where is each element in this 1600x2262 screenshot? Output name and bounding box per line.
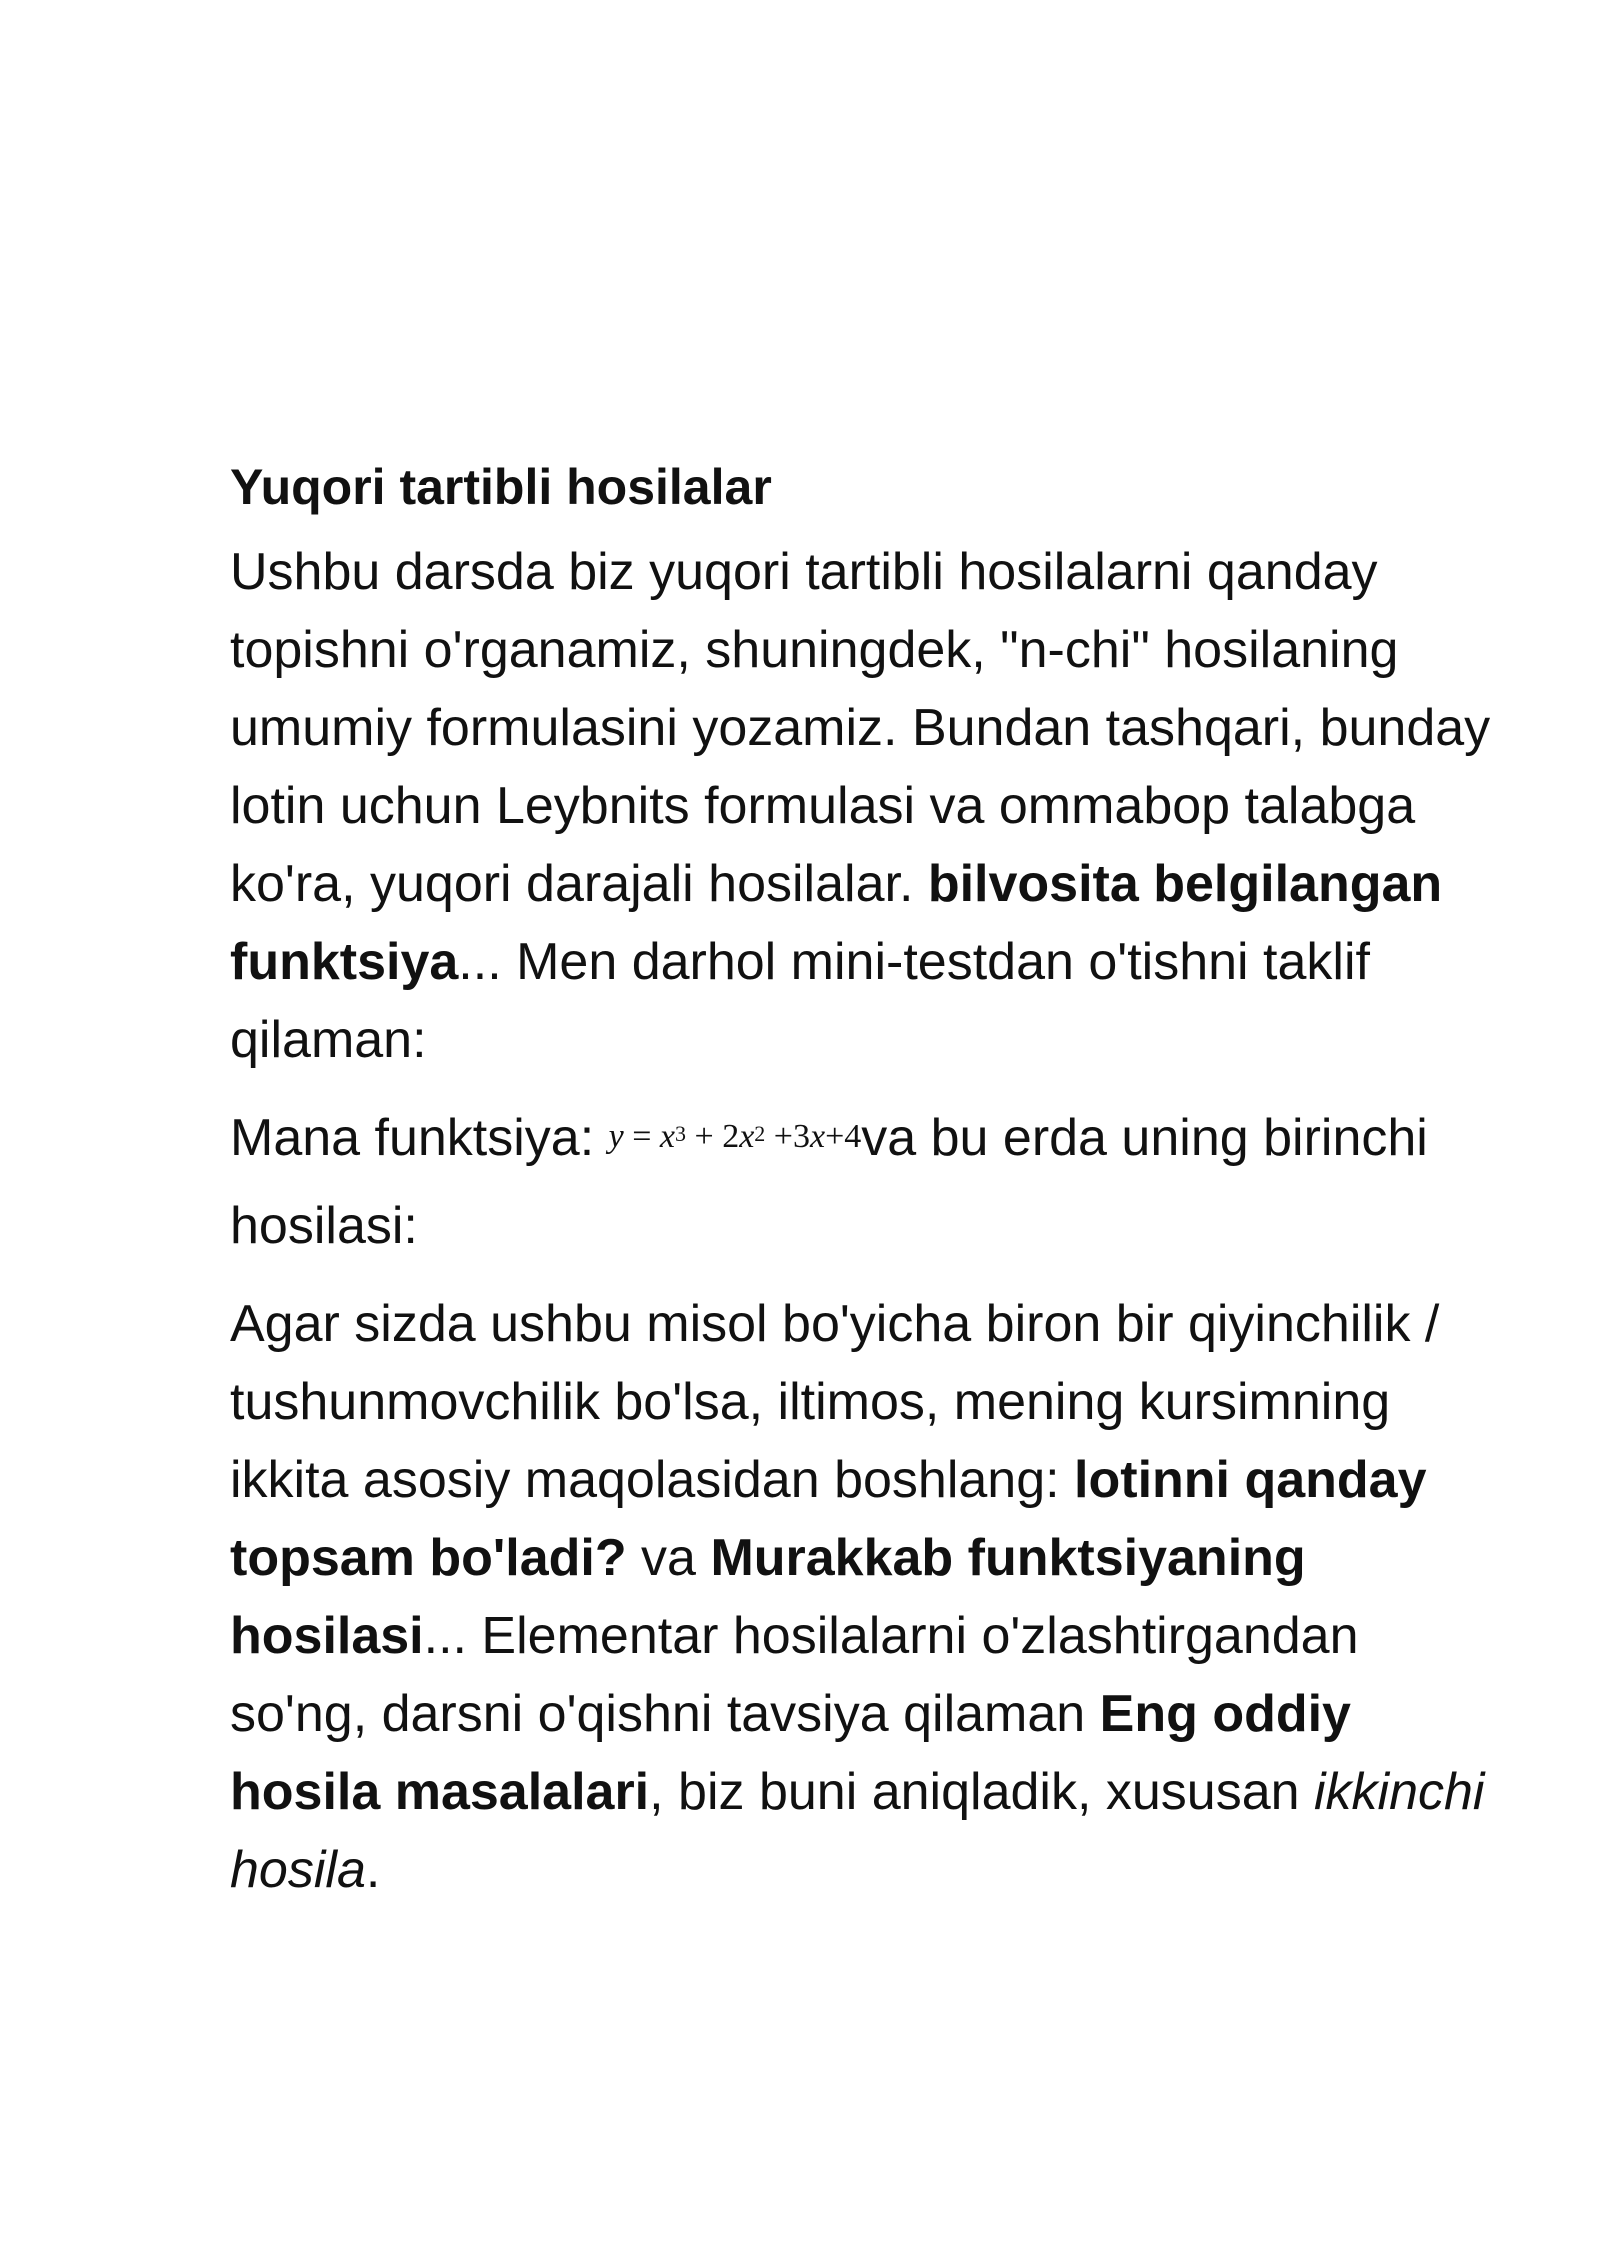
formula-constant: 4: [844, 1118, 862, 1155]
references-period: .: [365, 1841, 381, 1899]
references-connector: va: [626, 1529, 711, 1587]
formula-y: y: [608, 1118, 624, 1155]
implicit-function-term: bilvosita belgilangan funktsiya: [230, 855, 1443, 991]
intro-paragraph: [230, 533, 1500, 1079]
page-title: Yuqori tartibli hosilalar: [230, 459, 772, 515]
formula-plus: +: [765, 1118, 793, 1155]
formula-equals: =: [623, 1118, 660, 1155]
function-formula: [609, 1118, 862, 1155]
formula-exponent: 3: [675, 1121, 686, 1146]
formula-x: x: [739, 1118, 755, 1155]
formula-x: x: [659, 1118, 675, 1155]
formula-coefficient: 3: [792, 1118, 810, 1155]
references-text: Agar sizda ushbu misol bo'yicha biron bir qiyinchilik / tushunmovchilik bo'lsa, iltimos, mening kursimning ikkita asosiy maqolasidan boshlang:: [230, 1295, 1440, 1509]
formula-plus: +: [825, 1118, 845, 1155]
intro-text-end: ... Men darhol mini-testdan o'tishni taklif qilaman:: [230, 933, 1370, 1069]
function-paragraph: [230, 1099, 1500, 1265]
formula-coefficient: 2: [722, 1118, 740, 1155]
function-tail: va bu erda uning birinchi hosilasi:: [230, 1109, 1428, 1255]
references-paragraph: [230, 1285, 1500, 1909]
lesson-link-simple-problems: Eng oddiy hosila masalalari: [230, 1685, 1351, 1821]
references-text-3: , biz buni aniqladik, xususan: [649, 1763, 1314, 1821]
second-derivative-term: ikkinchi hosila: [230, 1763, 1485, 1899]
references-text-2: ... Elementar hosilalarni o'zlashtirgandan so'ng, darsni o'qishni tavsiya qilaman: [230, 1607, 1359, 1743]
lesson-link-derivative: lotinni qanday topsam bo'ladi?: [230, 1451, 1427, 1587]
formula-exponent: 2: [754, 1121, 766, 1146]
lesson-link-composite: Murakkab funktsiyaning hosilasi: [230, 1529, 1306, 1665]
formula-plus: +: [686, 1118, 723, 1155]
function-lead: Mana funktsiya:: [230, 1109, 609, 1167]
document-page: [230, 455, 1500, 1929]
formula-x: x: [809, 1118, 826, 1155]
intro-text: Ushbu darsda biz yuqori tartibli hosilalarni qanday topishni o'rganamiz, shuningdek, "n-chi" hosilaning umumiy formulasini yozamiz. Bundan tashqari, bunday lotin uchun Leybnits formulasi va ommabop talabga ko'ra, yuqori darajali hosilalar.: [230, 543, 1491, 913]
